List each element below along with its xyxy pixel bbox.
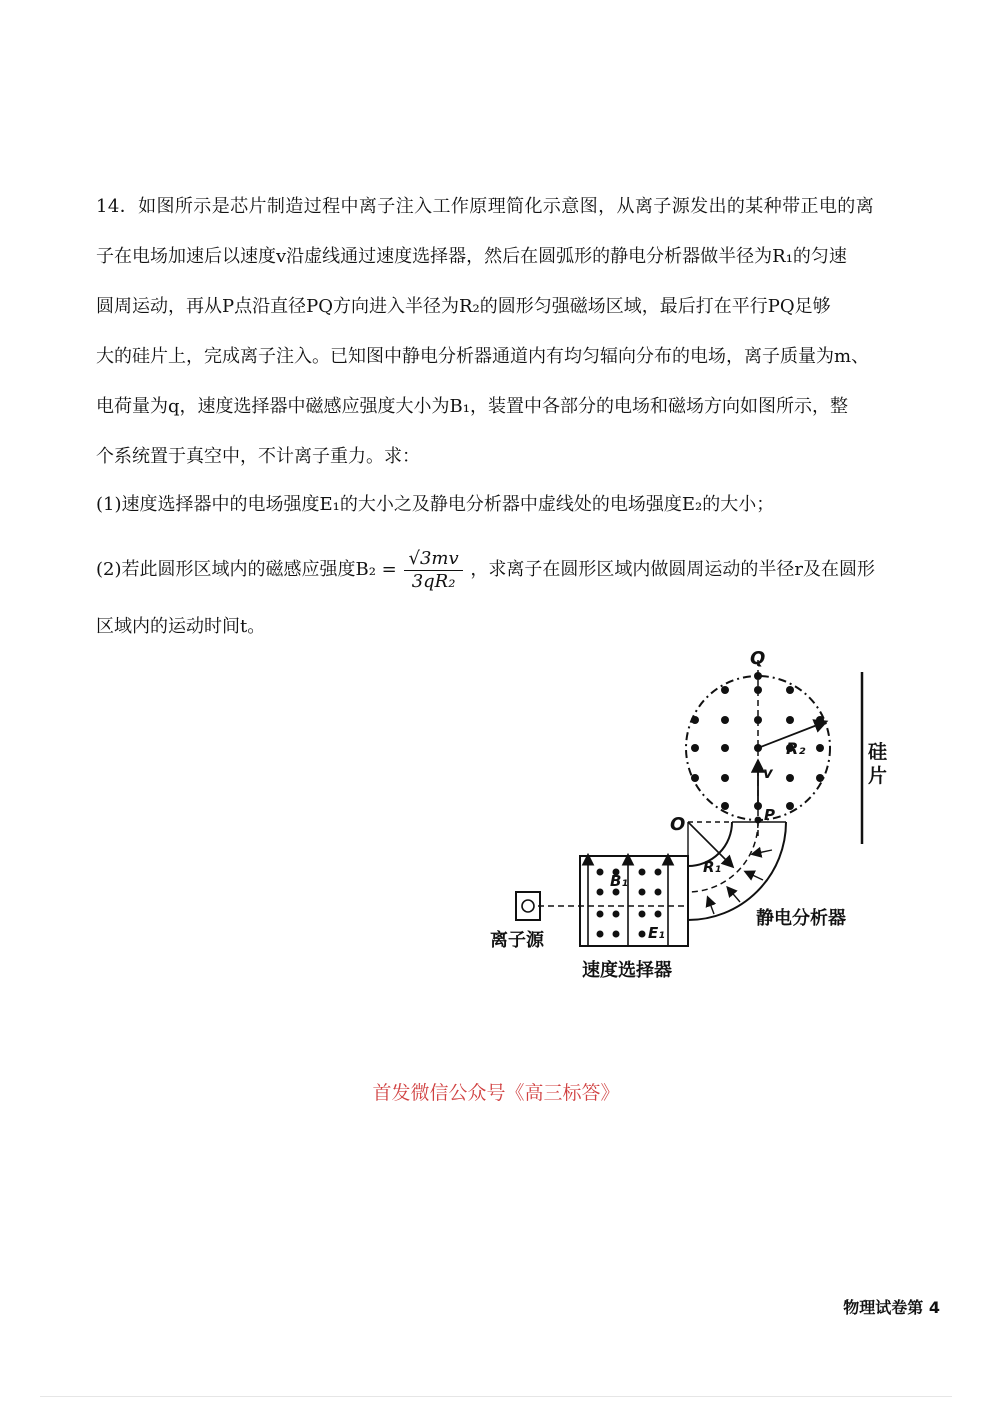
problem-line-3: 圆周运动，再从P点沿直径PQ方向进入半径为R₂的圆形匀强磁场区域，最后打在平行PQ足够 (96, 296, 831, 317)
label-o: O (670, 814, 686, 835)
label-selector: 速度选择器 (582, 960, 672, 981)
b2-fraction (404, 548, 462, 593)
ion-source-aperture (522, 900, 534, 912)
label-p: P (764, 806, 775, 824)
label-source: 离子源 (490, 930, 544, 951)
question-2 (96, 538, 926, 602)
label-b1: B₁ (610, 872, 629, 890)
question-2-prefix: (2)若此圆形区域内的磁感应强度B₂ = (96, 559, 397, 580)
b2-denominator: 3qR₂ (411, 570, 456, 592)
problem-14 (96, 182, 926, 652)
question-1: (1)速度选择器中的电场强度E₁的大小之及静电分析器中虚线处的电场强度E₂的大小； (96, 494, 775, 515)
question-2-line-2: 区域内的运动时间t。 (96, 616, 266, 637)
label-v: v (763, 764, 773, 782)
ion-implant-diagram (470, 640, 890, 990)
page-footer: 物理试卷第 4 (843, 1298, 940, 1317)
problem-line-4: 大的硅片上，完成离子注入。已知图中静电分析器通道内有均匀辐向分布的电场，离子质量为m、 (96, 346, 870, 367)
diagram-svg (470, 640, 890, 990)
label-analyzer: 静电分析器 (756, 908, 846, 929)
label-silicon-wafer: 硅片 (868, 741, 888, 787)
problem-line-2: 子在电场加速后以速度v沿虚线通过速度选择器，然后在圆弧形的静电分析器做半径为R₁的匀速 (96, 246, 847, 267)
problem-line-5: 电荷量为q，速度选择器中磁感应强度大小为B₁，装置中各部分的电场和磁场方向如图所示，整 (96, 396, 848, 417)
label-e1: E₁ (648, 924, 665, 942)
problem-line-6: 个系统置于真空中，不计离子重力。求： (96, 446, 420, 467)
velocity-selector-box (580, 856, 688, 946)
label-r2: R₂ (786, 739, 806, 758)
problem-line-1: 14．如图所示是芯片制造过程中离子注入工作原理简化示意图，从离子源发出的某种带正电的离 (96, 196, 875, 217)
label-r1: R₁ (703, 858, 722, 876)
bottom-rule (40, 1396, 952, 1397)
label-q: Q (750, 648, 766, 669)
watermark: 首发微信公众号《高三标答》 (372, 1082, 620, 1104)
question-2-suffix: ，求离子在圆形区域内做圆周运动的半径r及在圆形 (470, 559, 875, 580)
b2-numerator: √3mv (404, 548, 462, 571)
